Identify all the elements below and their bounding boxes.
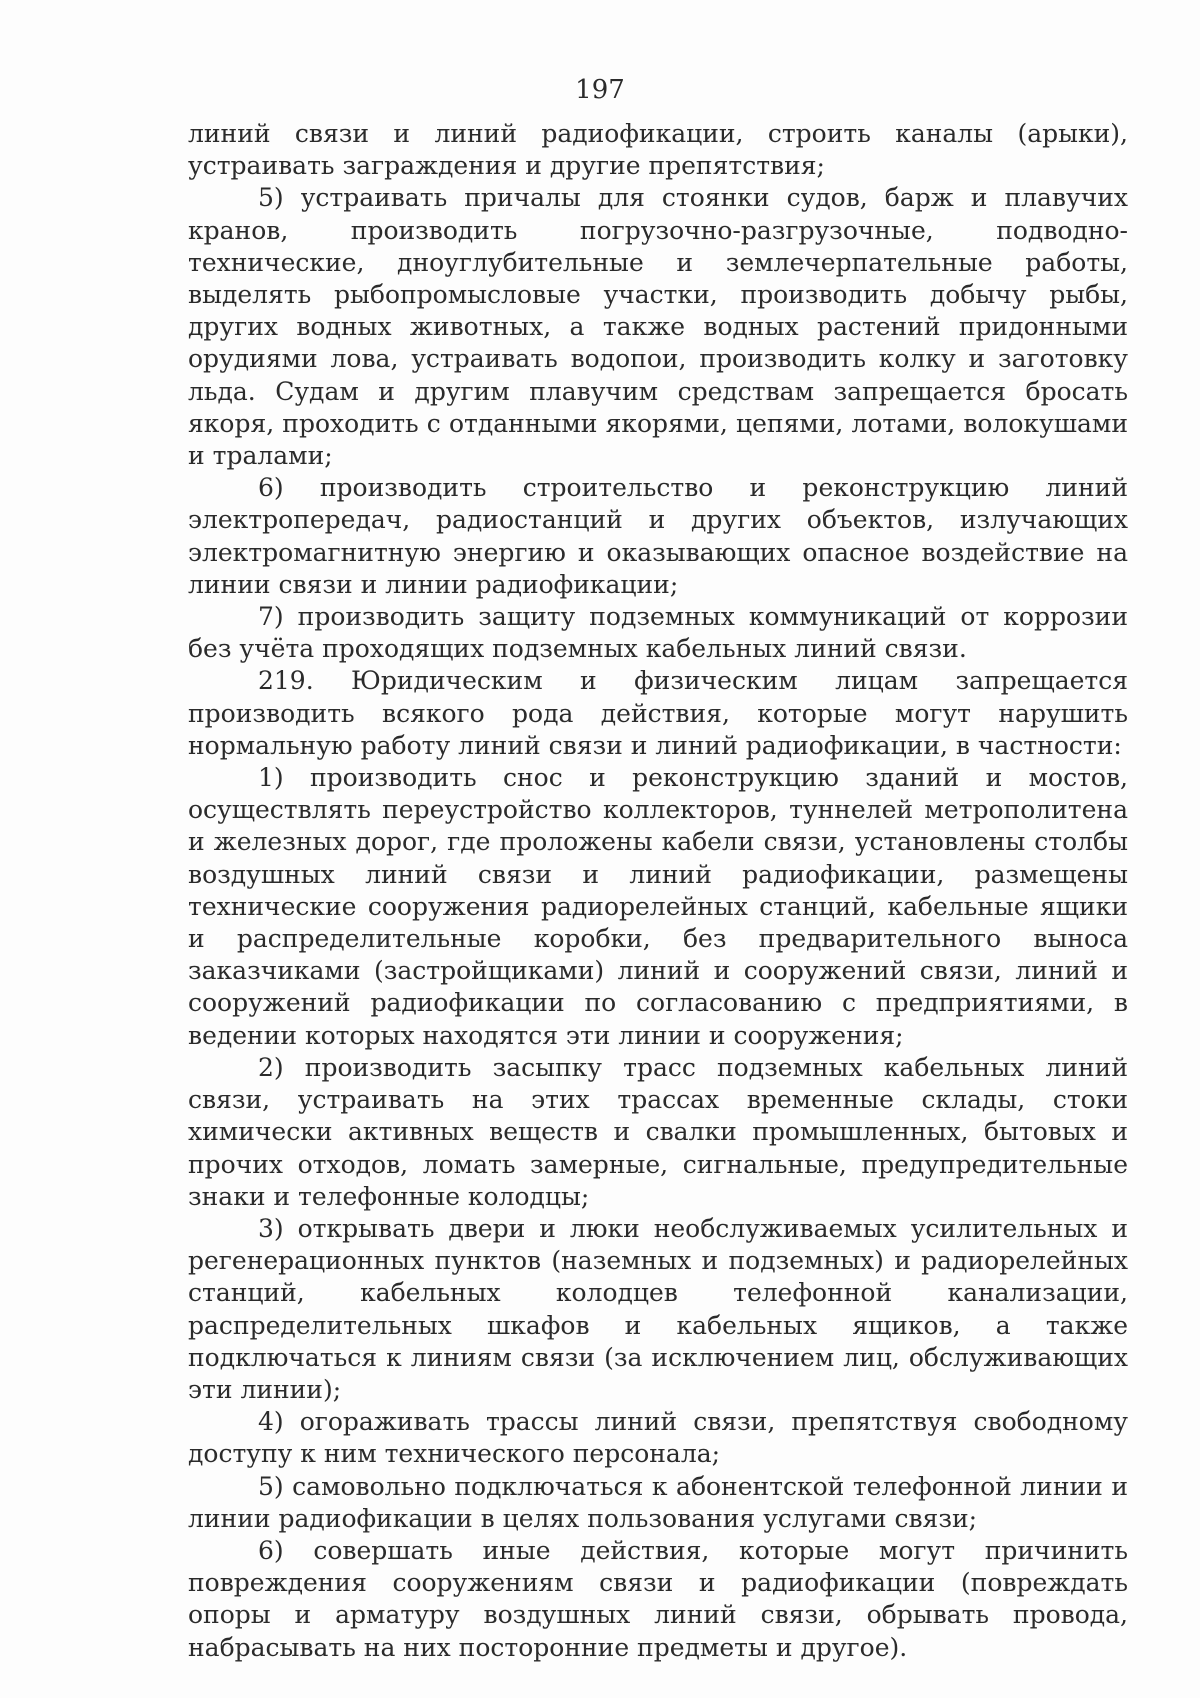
paragraph-8: 3) открывать двери и люки необслуживаемых усилительных и регенерационных пунктов (наземных и подземных) и радиорелейных станций, кабельных колодцев телефонной канализации, распределительных шкафов и кабельных ящиков, а также подключаться к линиям связи (за исключением лиц, обслуживающих эти линии);	[188, 1213, 1128, 1404]
paragraph-3: 6) производить строительство и реконструкцию линий электропередач, радиостанций и других объектов, излучающих электромагнитную энергию и оказывающих опасное воздействие на линии связи и линии радиофикации;	[188, 473, 1128, 599]
paragraph-9: 4) огораживать трассы линий связи, препятствуя свободному доступу к ним технического персонала;	[188, 1407, 1128, 1469]
paragraph-4: 7) производить защиту подземных коммуникаций от коррозии без учёта проходящих подземных кабельных линий связи.	[188, 602, 1128, 664]
paragraph-10: 5) самовольно подключаться к абонентской телефонной линии и линии радиофикации в целях пользования услугами связи;	[188, 1471, 1128, 1533]
paragraph-6: 1) производить снос и реконструкцию зданий и мостов, осуществлять переустройство коллекторов, туннелей метрополитена и железных дорог, где проложены кабели связи, установлены столбы воздушных линий связи и линий радиофикации, размещены технические сооружения радиорелейных станций, кабельные ящики и распределительные коробки, без предварительного выноса заказчиками (застройщиками) линий и сооружений связи, линий и сооружений радиофикации по согласованию с предприятиями, в ведении которых находятся эти линии и сооружения;	[188, 763, 1128, 1050]
paragraph-2: 5) устраивать причалы для стоянки судов, барж и плавучих кранов, производить погрузочно-разгрузочные, подводно-технические, дноуглубительные и землечерпательные работы, выделять рыбопромысловые участки, производить добычу рыбы, других водных животных, а также водных растений придонными орудиями лова, устраивать водопои, производить колку и заготовку льда. Судам и другим плавучим средствам запрещается бросать якоря, проходить с отданными якорями, цепями, лотами, волокушами и тралами;	[188, 183, 1128, 471]
paragraph-5: 219. Юридическим и физическим лицам запрещается производить всякого рода действия, которые могут нарушить нормальную работу линий связи и линий радиофикации, в частности:	[188, 666, 1128, 760]
document-body	[188, 118, 1128, 1664]
paragraph-11: 6) совершать иные действия, которые могут причинить повреждения сооружениям связи и радиофикации (повреждать опоры и арматуру воздушных линий связи, обрывать провода, набрасывать на них посторонние предметы и другое).	[188, 1535, 1128, 1662]
paragraph-1: линий связи и линий радиофикации, строить каналы (арыки), устраивать заграждения и другие препятствия;	[188, 119, 1128, 181]
page-number: 197	[575, 75, 625, 105]
paragraph-7: 2) производить засыпку трасс подземных кабельных линий связи, устраивать на этих трассах временные склады, стоки химически активных веществ и свалки промышленных, бытовых и прочих отходов, ломать замерные, сигнальные, предупредительные знаки и телефонные колодцы;	[188, 1052, 1128, 1211]
